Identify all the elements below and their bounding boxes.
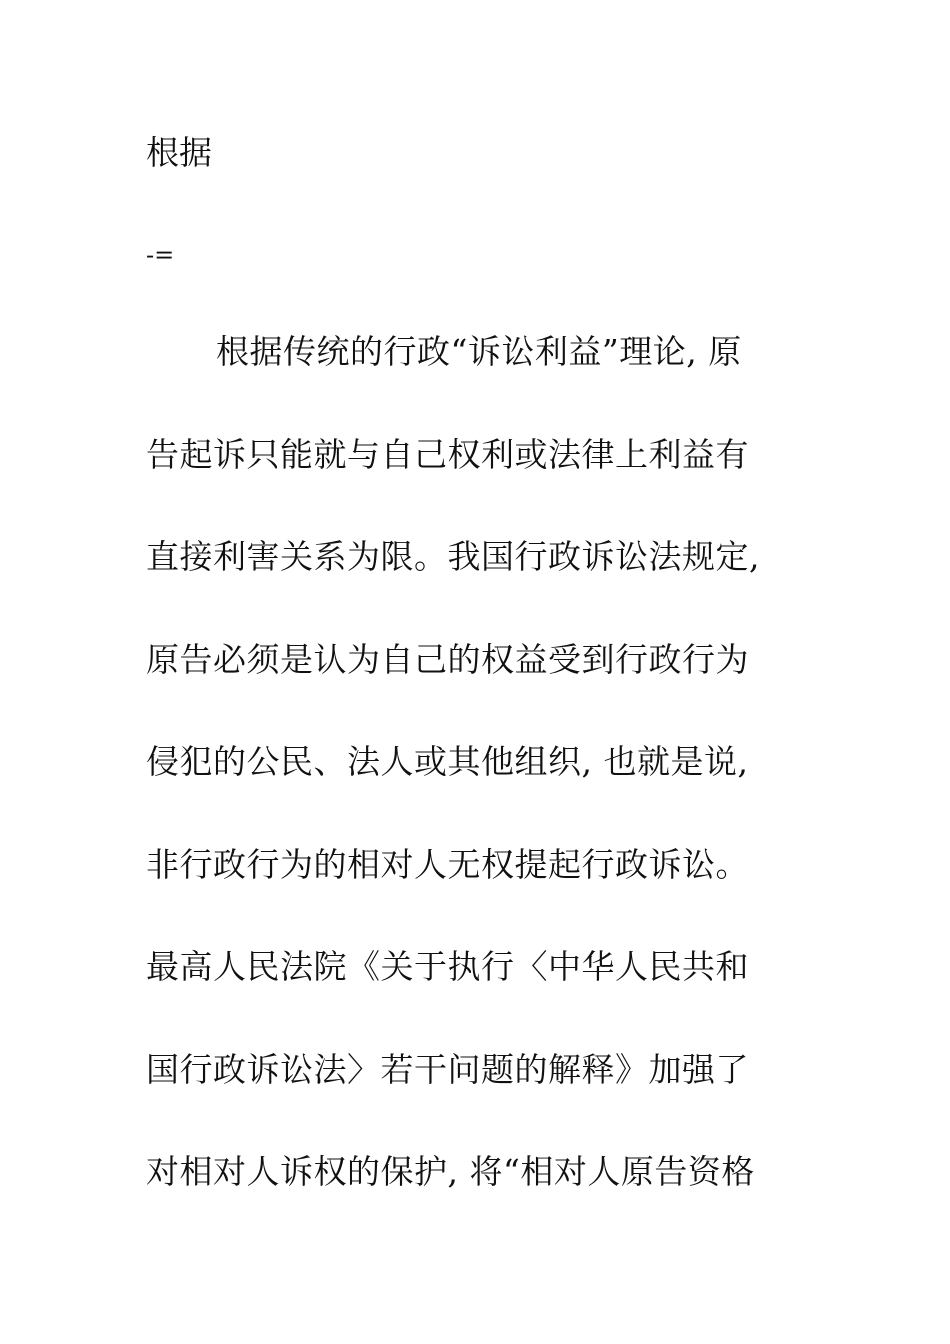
paragraph-line: 直接利害关系为限。我国行政诉讼法规定,	[146, 537, 760, 576]
paragraph-line: 非行政行为的相对人无权提起行政诉讼。	[146, 844, 749, 884]
paragraph-line: 对相对人诉权的保护, 将“相对人原告资格	[146, 1152, 755, 1191]
paragraph-line: 国行政诉讼法〉若干问题的解释》加强了	[146, 1049, 749, 1089]
paragraph-line: 根据传统的行政“诉讼利益”理论, 原	[216, 332, 742, 371]
document-heading: 根据	[146, 133, 212, 172]
body-paragraph	[146, 328, 806, 1251]
paragraph-line: 原告必须是认为自己的权益受到行政行为	[146, 639, 749, 679]
paragraph-line: 最高人民法院《关于执行〈中华人民共和	[146, 947, 749, 986]
paragraph-line: 侵犯的公民、法人或其他组织, 也就是说,	[146, 742, 749, 781]
paragraph-line: 告起诉只能就与自己权利或法律上利益有	[146, 434, 749, 474]
section-number: -=	[146, 241, 175, 269]
